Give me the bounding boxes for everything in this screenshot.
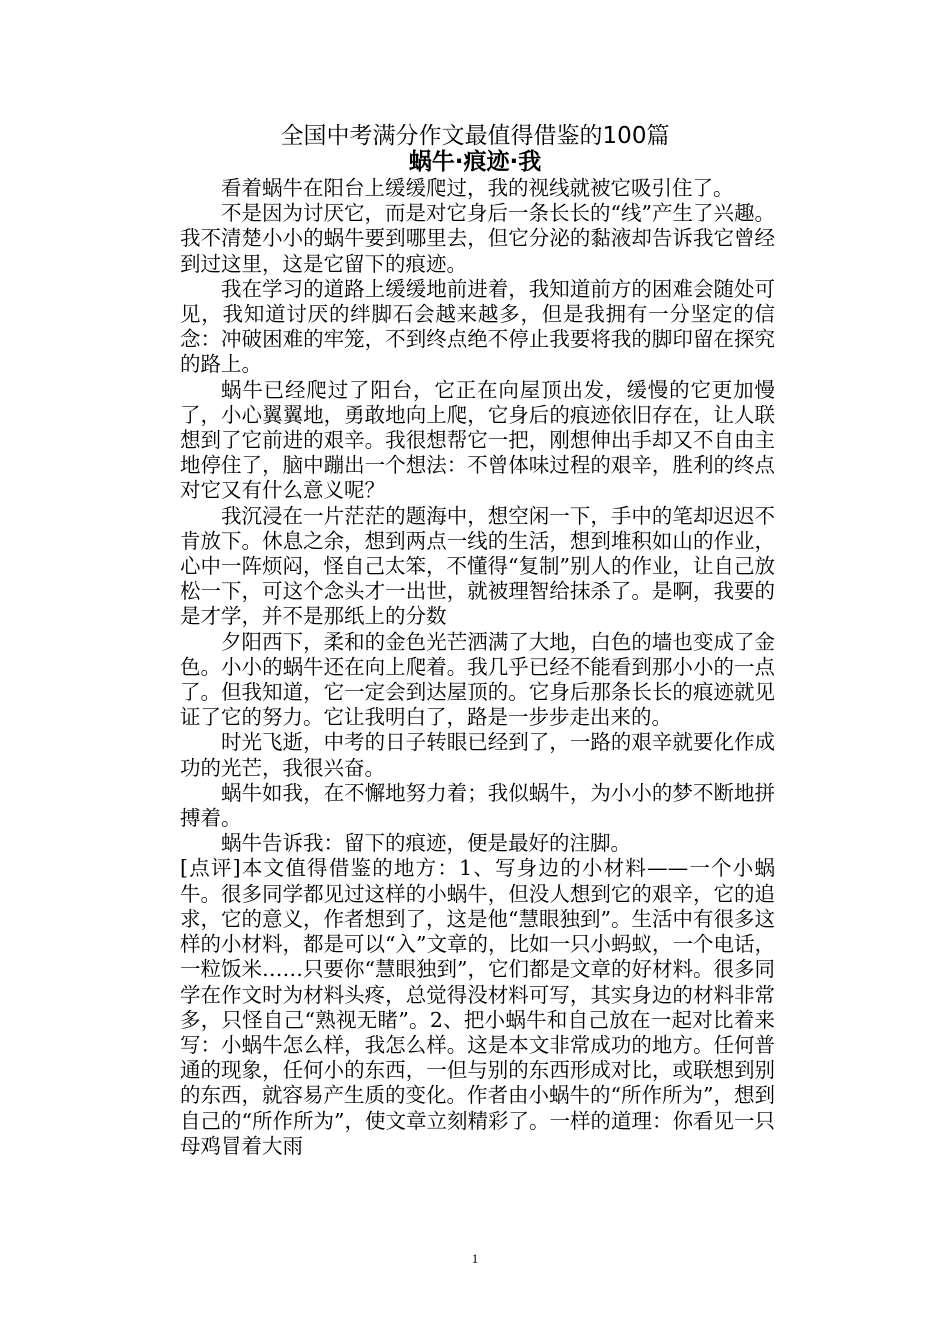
paragraph: 时光飞逝，中考的日子转眼已经到了，一路的艰辛就要化作成功的光芒，我很兴奋。: [180, 730, 775, 780]
paragraph: 看着蜗牛在阳台上缓缓爬过，我的视线就被它吸引住了。: [221, 176, 734, 200]
paragraph: 蜗牛已经爬过了阳台，它正在向屋顶出发，缓慢的它更加慢了，小心翼翼地，勇敢地向上爬，它身后的痕迹依旧存在，让人联想到了它前进的艰辛。我很想帮它一把，刚想伸出手却又不自由主地停住了，脑中蹦出一个想法：不曾体味过程的艰辛，胜利的终点对它又有什么意义呢？: [180, 377, 775, 503]
essay-body: [180, 176, 775, 1159]
paragraph: 不是因为讨厌它，而是对它身后一条长长的“线”产生了兴趣。我不清楚小小的蜗牛要到哪里去，但它分泌的黏液却告诉我它曾经到过这里，这是它留下的痕迹。: [180, 201, 775, 276]
paragraph: 蜗牛如我，在不懈地努力着；我似蜗牛，为小小的梦不断地拼搏着。: [180, 780, 775, 831]
paragraph: 我在学习的道路上缓缓地前进着，我知道前方的困难会随处可见，我知道讨厌的绊脚石会越来越多，但是我拥有一分坚定的信念：冲破困难的牢笼，不到终点绝不停止我要将我的脚印留在探究的路上。: [180, 276, 775, 377]
document-title: 全国中考满分作文最值得借鉴的100篇: [280, 123, 670, 149]
essay-title: 蜗牛·痕迹·我: [408, 149, 542, 175]
paragraph: 夕阳西下，柔和的金色光芒洒满了大地，白色的墙也变成了金色。小小的蜗牛还在向上爬着。我几乎已经不能看到那小小的一点了。但我知道，它一定会到达屋顶的。它身后那条长长的痕迹就见证了它的努力。它让我明白了，路是一步步走出来的。: [180, 629, 775, 730]
paragraph: 蜗牛告诉我：留下的痕迹，便是最好的注脚。: [221, 831, 631, 856]
page-number: 1: [471, 1251, 479, 1266]
paragraph: 我沉浸在一片茫茫的题海中，想空闲一下，手中的笔却迟迟不肯放下。休息之余，想到两点一线的生活，想到堆积如山的作业，心中一阵烦闷，怪自己太笨，不懂得“复制”别人的作业，让自己放松一下，可这个念头才一出世，就被理智给抹杀了。是啊，我要的是才学，并不是那纸上的分数: [180, 503, 775, 629]
review-paragraph: [点评]本文值得借鉴的地方：1、写身边的小材料——一个小蜗牛。很多同学都见过这样的小蜗牛，但没人想到它的艰辛，它的追求，它的意义，作者想到了，这是他“慧眼独到”。生活中有很多这样的小材料，都是可以“入”文章的，比如一只小蚂蚁，一个电话，一粒饭米……只要你“慧眼独到”，它们都是文章的好材料。很多同学在作文时为材料头疼，总觉得没材料可写，其实身边的材料非常多，只怪自己“熟视无睹”。2、把小蜗牛和自己放在一起对比着来写：小蜗牛怎么样，我怎么样。这是本文非常成功的地方。任何普通的现象，任何小的东西，一但与别的东西形成对比，或联想到别的东西，就容易产生质的变化。作者由小蜗牛的“所作所为”，想到自己的“所作所为”，使文章立刻精彩了。一样的道理：你看见一只母鸡冒着大雨: [180, 856, 775, 1158]
